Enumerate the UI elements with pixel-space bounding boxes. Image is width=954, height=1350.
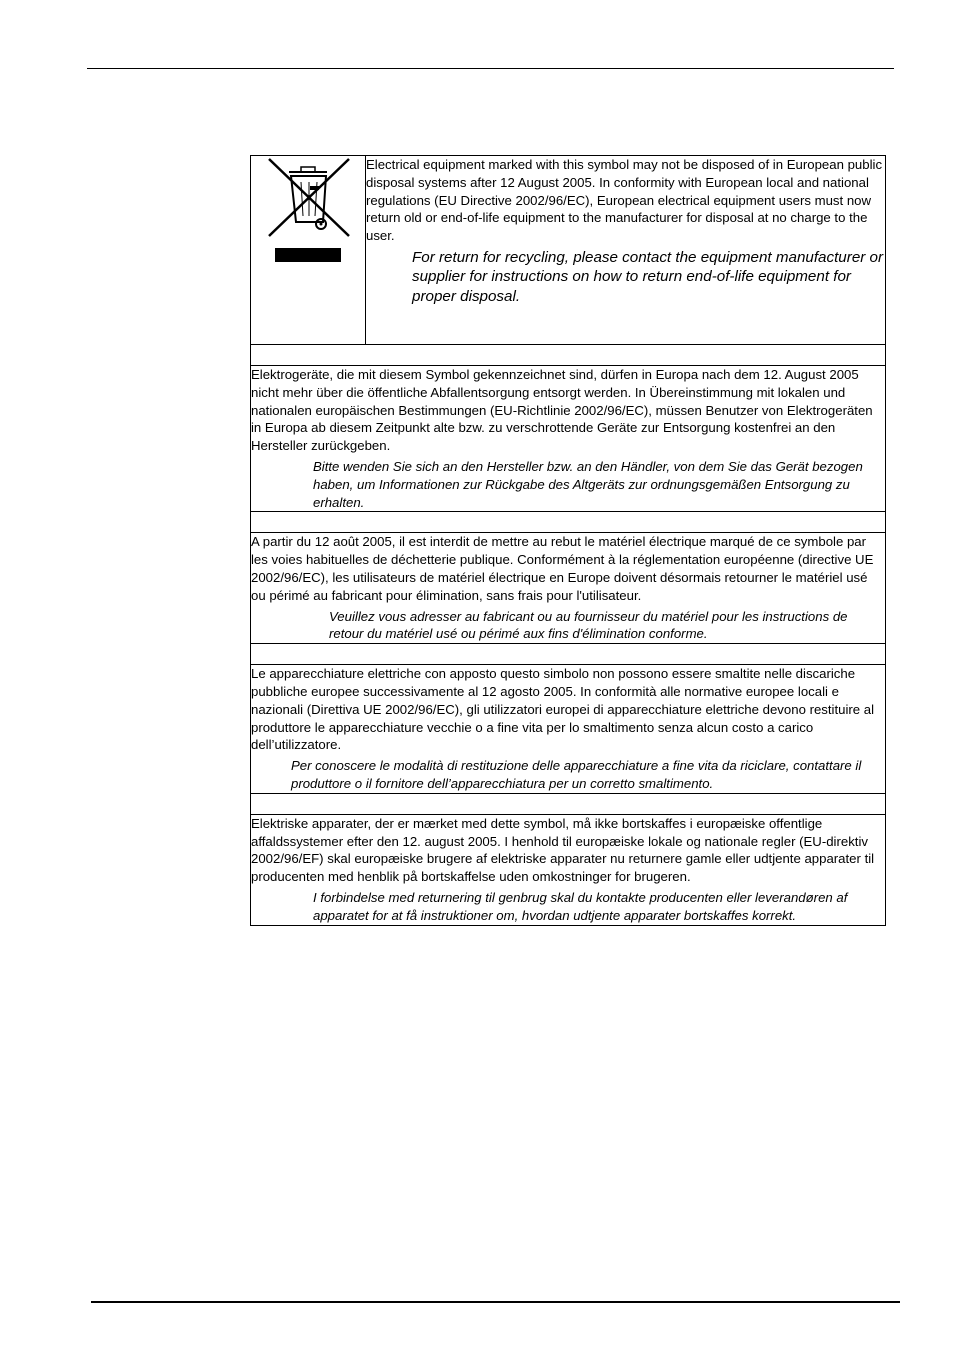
spacer-row — [251, 644, 886, 665]
french-note: Veuillez vous adresser au fabricant ou au fournisseur du matériel pour les instructions de retour du matériel usé ou périmé aux fins d'élimination conforme. — [329, 608, 848, 642]
footer-rule — [91, 1301, 900, 1303]
italian-body: Le apparecchiature elettriche con apposto questo simbolo non possono essere smaltite nelle discariche pubbliche europee successivamente al 12 agosto 2005. In conformità alle normative europee locali e nazionali (Direttiva UE 2002/96/EC), gli utilizzatori europei di apparecchiature elettriche devono restituire al produttore le apparecchiature vecchie o a fine vita per lo smaltimento senza alcun costo a carico dell’utilizzatore. — [251, 666, 875, 753]
english-body: Electrical equipment marked with this symbol may not be disposed of in European public disposal systems after 12 August 2005. In conformity with European local and national regulations (EU Directive 2002/96/EC), European electrical equipment users must now return old or end-of-life equipment to the manufacturer for disposal at no charge to the user. — [366, 157, 883, 244]
italian-note: Per conoscere le modalità di restituzione delle apparecchiature a fine vita da riciclare, contattare il produttore o il fornitore dell’apparecchiatura per un corretto smaltimento. — [291, 758, 862, 791]
italian-row — [251, 665, 886, 794]
spacer-row — [251, 345, 886, 366]
spacer-row — [251, 793, 886, 814]
english-text-cell — [366, 156, 886, 345]
german-text-cell — [251, 366, 886, 512]
danish-note: I forbindelse med returnering til genbrug skal du kontakte producenten eller leverandøren af apparatet for at få instruktioner om, hvordan udtjente apparater bortskaffes korrekt. — [313, 889, 848, 923]
icon-cell — [251, 156, 366, 345]
english-note: For return for recycling, please contact the equipment manufacturer or supplier for instructions on how to return end-of-life equipment for proper disposal. — [412, 248, 884, 305]
french-body: A partir du 12 août 2005, il est interdit de mettre au rebut le matériel électrique marqué de ce symbole par les voies habituelles de déchetterie publique. Conformément à la réglementation européenne (directive UE 2002/96/EC), les utilisateurs de matériel électrique en Europe doivent désormais retourner le matériel usé ou périmé au fabricant pour élimination, sans frais pour l'utilisateur. — [251, 534, 874, 603]
weee-notice-table — [250, 155, 886, 926]
header-rule — [87, 68, 894, 69]
danish-text-cell — [251, 814, 886, 925]
crossed-out-wheelie-bin-icon — [263, 156, 353, 268]
danish-body: Elektriske apparater, der er mærket med dette symbol, må ikke bortskaffes i europæiske offentlige affaldssystemer efter den 12. august 2005. I henhold til europæiske lokale og nationale regler (EU-direktiv 2002/96/EF) skal europæiske brugere af elektriske apparater nu returnere gamle eller udtjente apparater til producenten med henblik på bortskaffelse uden omkostninger for brugeren. — [251, 815, 875, 885]
spacer-row — [251, 512, 886, 533]
german-row — [251, 366, 886, 512]
italian-text-cell — [251, 665, 886, 794]
german-body: Elektrogeräte, die mit diesem Symbol gekennzeichnet sind, dürfen in Europa nach dem 12. August 2005 nicht mehr über die öffentliche Abfallentsorgung entsorgt werden. In Übereinstimmung mit lokalen und nationalen europäischen Bestimmungen (EU-Richtlinie 2002/96/EC), müssen Benutzer von Elektrogeräten in Europa ab diesem Zeitpunkt alte bzw. zu verschrottende Geräte zur Entsorgung kostenfrei an den Hersteller zurückgeben. — [251, 367, 873, 454]
english-row — [251, 156, 886, 345]
french-row — [251, 533, 886, 644]
french-text-cell — [251, 533, 886, 644]
german-note: Bitte wenden Sie sich an den Hersteller bzw. an den Händler, von dem Sie das Gerät bezogen haben, um Informationen zur Rückgabe des Altgeräts zur ordnungsgemäßen Entsorgung zu erhalten. — [313, 458, 863, 510]
danish-row — [251, 814, 886, 925]
